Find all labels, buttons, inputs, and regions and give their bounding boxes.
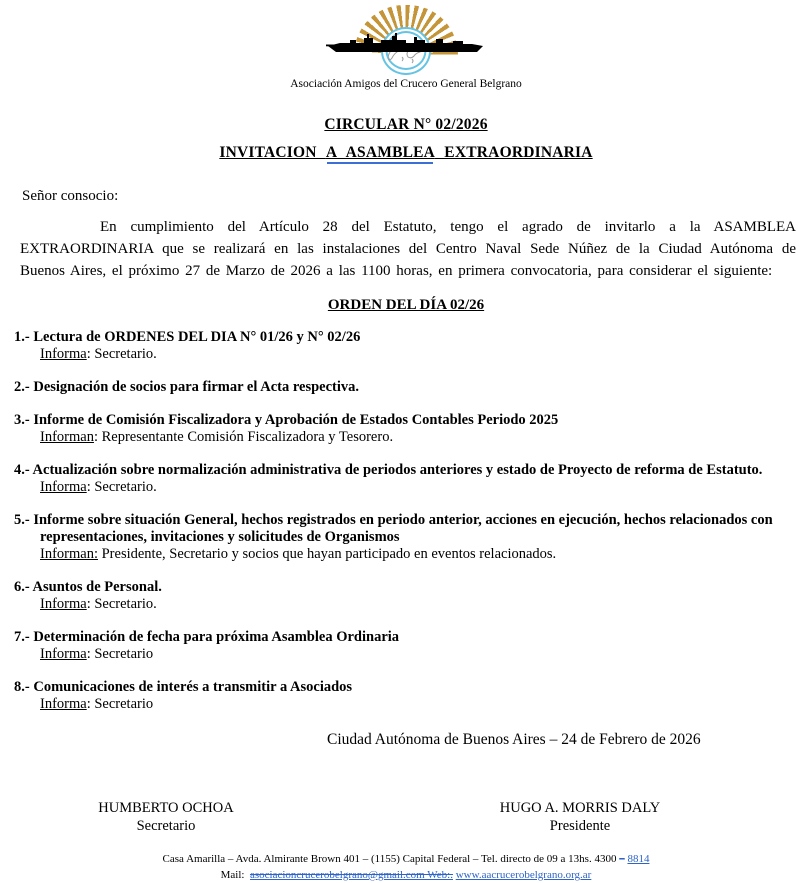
agenda-item-8 bbox=[14, 679, 798, 713]
agenda-item-2 bbox=[14, 379, 798, 396]
website-link[interactable]: www.aacrucerobelgrano.org.ar bbox=[455, 869, 592, 881]
item-number: 4.- bbox=[14, 462, 30, 478]
invitation-title-post: EXTRAORDINARIA bbox=[434, 144, 593, 161]
item-number: 7.- bbox=[14, 629, 30, 645]
email-link-deleted[interactable]: asociacioncrucerobelgrano@gmail.com Web:. bbox=[249, 869, 453, 881]
invitation-title-mid: A ASAMBLEA bbox=[325, 144, 435, 161]
informs-label: Informan: bbox=[40, 546, 98, 562]
item-number: 5.- bbox=[14, 512, 30, 528]
agenda-item-6 bbox=[14, 579, 798, 613]
informs-text: Presidente, Secretario y socios que hayan participado en eventos relacionados. bbox=[97, 546, 557, 562]
informs-label: Informa bbox=[40, 346, 87, 362]
footer-address-line bbox=[0, 851, 812, 867]
warship-silhouette-icon bbox=[326, 32, 486, 56]
item-number: 1.- bbox=[14, 329, 30, 345]
informs-label: Informa bbox=[40, 696, 87, 712]
informs-text: : Secretario. bbox=[86, 596, 157, 612]
informs-label: Informa bbox=[40, 646, 87, 662]
item-title: Asuntos de Personal. bbox=[32, 579, 162, 595]
secretary-name: HUMBERTO OCHOA bbox=[98, 800, 234, 816]
item-title: Informe sobre situación General, hechos registrados en periodo anterior, acciones en ejecución, hechos relacionados con representaciones, invitaciones y solicitudes de Organismos bbox=[33, 512, 773, 545]
footer-contact-line bbox=[0, 867, 812, 883]
footer bbox=[0, 851, 812, 883]
item-title: Determinación de fecha para próxima Asamblea Ordinaria bbox=[33, 629, 400, 645]
agenda-item-3 bbox=[14, 412, 798, 446]
secretary-role: Secretario bbox=[136, 818, 196, 834]
intro-paragraph: En cumplimiento del Artículo 28 del Estatuto, tengo el agrado de invitarlo a la ASAMBLEA EXTRAORDINARIA que se realizará en las instalaciones del Centro Naval Sede Núñez de la Ciudad Autónoma de Buenos Aires, el próximo 27 de Marzo de 2026 a las 1100 horas, en primera convocatoria, para considerar el siguiente: bbox=[20, 219, 796, 279]
invitation-title bbox=[0, 144, 812, 162]
informs-text: : Secretario. bbox=[86, 346, 157, 362]
association-name: Asociación Amigos del Crucero General Belgrano bbox=[290, 78, 522, 90]
agenda-item-4 bbox=[14, 462, 798, 496]
item-number: 8.- bbox=[14, 679, 30, 695]
agenda-item-7 bbox=[14, 629, 798, 663]
informs-text: : Representante Comisión Fiscalizadora y Tesorero. bbox=[93, 429, 394, 445]
invitation-title-pre: INVITACION bbox=[219, 144, 326, 161]
footer-address-text: Casa Amarilla – Avda. Almirante Brown 401 – (1155) Capital Federal – Tel. directo de 09 a 13hs. 4300 bbox=[162, 853, 620, 865]
informs-label: Informa bbox=[40, 479, 87, 495]
informs-label: Informa bbox=[40, 596, 87, 612]
item-number: 3.- bbox=[14, 412, 30, 428]
item-title: Designación de socios para firmar el Acta respectiva. bbox=[33, 379, 360, 395]
footer-mail-label: Mail: bbox=[220, 869, 245, 881]
informs-text: : Secretario bbox=[86, 646, 154, 662]
item-title: Actualización sobre normalización administrativa de periodos anteriores y estado de Proyecto de reforma de Estatuto. bbox=[32, 462, 763, 478]
signature-block bbox=[0, 799, 812, 835]
item-title: Comunicaciones de interés a transmitir a Asociados bbox=[33, 679, 353, 695]
signature-secretary bbox=[66, 799, 266, 835]
informs-text: : Secretario bbox=[86, 696, 154, 712]
agenda-list bbox=[14, 329, 798, 713]
agenda-item-5 bbox=[14, 512, 798, 563]
agenda-title: ORDEN DEL DÍA 02/26 bbox=[327, 297, 485, 313]
footer-phone-inserted: 8814 bbox=[627, 853, 650, 865]
informs-label: Informan bbox=[40, 429, 94, 445]
informs-text: : Secretario. bbox=[86, 479, 157, 495]
footer-deleted-dash: – bbox=[619, 853, 625, 865]
dateline: Ciudad Autónoma de Buenos Aires – 24 de Febrero de 2026 bbox=[327, 731, 701, 748]
circular-title: CIRCULAR N° 02/2026 bbox=[324, 116, 488, 133]
item-title: Informe de Comisión Fiscalizadora y Aprobación de Estados Contables Periodo 2025 bbox=[33, 412, 559, 428]
association-logo bbox=[321, 5, 491, 75]
item-number: 6.- bbox=[14, 579, 30, 595]
item-number: 2.- bbox=[14, 379, 30, 395]
president-role: Presidente bbox=[549, 818, 611, 834]
greeting: Señor consocio: bbox=[22, 188, 119, 204]
agenda-item-1 bbox=[14, 329, 798, 363]
signature-president bbox=[470, 799, 690, 835]
item-title: Lectura de ORDENES DEL DIA N° 01/26 y N° 02/26 bbox=[33, 329, 361, 345]
president-name: HUGO A. MORRIS DALY bbox=[499, 800, 661, 816]
